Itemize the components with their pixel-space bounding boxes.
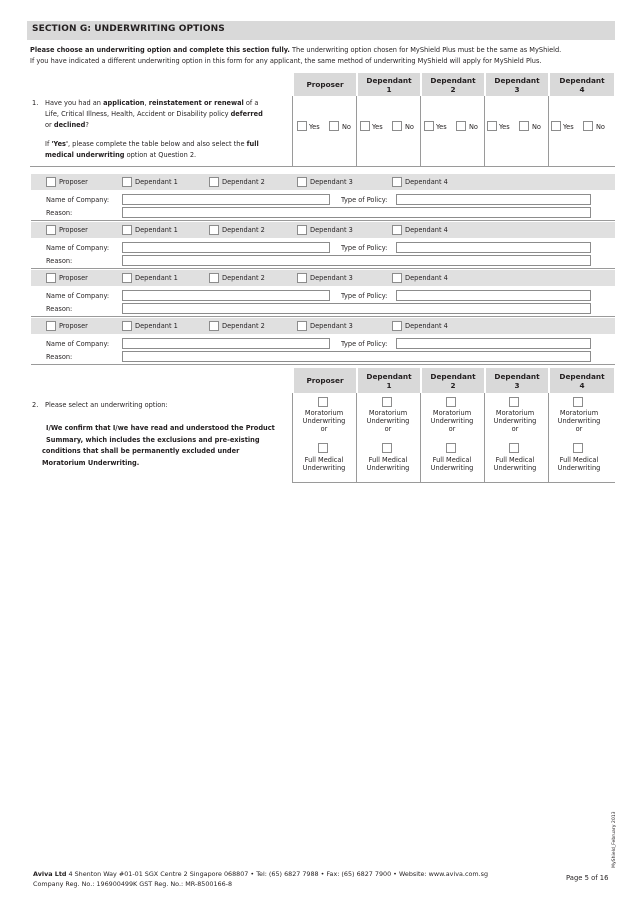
- detail-4-dependant4-label: Dependant 4: [405, 322, 448, 330]
- detail-3-dependant1-checkbox[interactable]: [122, 273, 132, 283]
- q2-proposer-moratorium-checkbox[interactable]: [318, 397, 328, 407]
- detail-4-reason-input[interactable]: [122, 351, 591, 362]
- q1-number: 1.: [32, 99, 39, 107]
- detail-3-dependant1-label: Dependant 1: [135, 274, 178, 282]
- q1-dependant4-yes-checkbox[interactable]: [551, 121, 561, 131]
- col-header-dependant-3: Dependant 3: [486, 73, 548, 96]
- q1-proposer-yes-checkbox[interactable]: [297, 121, 307, 131]
- q2-confirmation: I/We confirm that I/we have read and understood the Product Summary, which includes the exclusions and pre-existing conditions that shall be permanently excluded under Moratorium Underwriting.: [42, 424, 275, 467]
- detail-1-dependant3-label: Dependant 3: [310, 178, 353, 186]
- detail-3-dependant2-label: Dependant 2: [222, 274, 265, 282]
- q2-dependant4-full-label: Full Medical Underwriting: [557, 456, 601, 472]
- detail-2-dependant4-checkbox[interactable]: [392, 225, 402, 235]
- detail-3-dependant2-checkbox[interactable]: [209, 273, 219, 283]
- section-header: [27, 21, 615, 40]
- detail-3-dependant3-checkbox[interactable]: [297, 273, 307, 283]
- detail-3-dependant3-label: Dependant 3: [310, 274, 353, 282]
- q2-dependant3-moratorium-checkbox[interactable]: [509, 397, 519, 407]
- detail-4-dependant2-label: Dependant 2: [222, 322, 265, 330]
- intro-text: [30, 45, 615, 66]
- q2-dependant1-moratorium-checkbox[interactable]: [382, 397, 392, 407]
- col-header-dependant-2: Dependant 2: [422, 73, 484, 96]
- intro-bold: Please choose an underwriting option and complete this section fully.: [30, 46, 290, 54]
- q2-dependant4-moratorium-checkbox[interactable]: [573, 397, 583, 407]
- q1-dependant1-no-checkbox[interactable]: [392, 121, 402, 131]
- detail-4-dependant3-label: Dependant 3: [310, 322, 353, 330]
- q2-proposer-full-label: Full Medical Underwriting: [302, 456, 346, 472]
- col2-header-dependant-4: Dependant 4: [550, 368, 614, 393]
- detail-2-dependant4-label: Dependant 4: [405, 226, 448, 234]
- q2-dependant1-moratorium-label: Moratorium Underwriting or: [366, 409, 410, 433]
- q1-note: If 'Yes', please complete the table below and also select the full medical underwriting option at Question 2.: [45, 140, 259, 159]
- footer-reg: Company Reg. No.: 196900499K GST Reg. No.: MR-8500166-8: [33, 880, 233, 888]
- q1-dependant3-yes-label: Yes: [499, 123, 510, 131]
- detail-4-dependant1-checkbox[interactable]: [122, 321, 132, 331]
- col2-header-dependant-3: Dependant 3: [486, 368, 548, 393]
- q1-proposer-yes-label: Yes: [309, 123, 320, 131]
- detail-2-dependant2-checkbox[interactable]: [209, 225, 219, 235]
- detail-4-dependant4-checkbox[interactable]: [392, 321, 402, 331]
- q1-dependant4-no-label: No: [596, 123, 605, 131]
- q2-dependant2-full-label: Full Medical Underwriting: [430, 456, 474, 472]
- detail-2-dependant3-checkbox[interactable]: [297, 225, 307, 235]
- detail-1-dependant2-checkbox[interactable]: [209, 177, 219, 187]
- detail-3-dependant4-label: Dependant 4: [405, 274, 448, 282]
- q1-dependant1-yes-checkbox[interactable]: [360, 121, 370, 131]
- detail-2-company-label: Name of Company:: [46, 244, 110, 252]
- detail-4-proposer-label: Proposer: [59, 322, 88, 330]
- detail-1-dependant4-checkbox[interactable]: [392, 177, 402, 187]
- q1-dependant4-yes-label: Yes: [563, 123, 574, 131]
- detail-4-dependant3-checkbox[interactable]: [297, 321, 307, 331]
- detail-2-proposer-label: Proposer: [59, 226, 88, 234]
- col-header-dependant-4: Dependant 4: [550, 73, 614, 96]
- detail-3-company-label: Name of Company:: [46, 292, 110, 300]
- detail-2-proposer-checkbox[interactable]: [46, 225, 56, 235]
- detail-1-company-input[interactable]: [122, 194, 330, 205]
- page-number: Page 5 of 16: [566, 874, 609, 882]
- detail-4-dependant2-checkbox[interactable]: [209, 321, 219, 331]
- q1-dependant4-no-checkbox[interactable]: [583, 121, 593, 131]
- q2-dependant2-moratorium-checkbox[interactable]: [446, 397, 456, 407]
- detail-2-dependant2-label: Dependant 2: [222, 226, 265, 234]
- q2-dependant4-moratorium-label: Moratorium Underwriting or: [557, 409, 601, 433]
- q1-dependant3-no-label: No: [532, 123, 541, 131]
- section-title: SECTION G: UNDERWRITING OPTIONS: [32, 24, 225, 34]
- detail-1-proposer-label: Proposer: [59, 178, 88, 186]
- q1-dependant2-yes-checkbox[interactable]: [424, 121, 434, 131]
- detail-4-policy-label: Type of Policy:: [341, 340, 388, 348]
- q2-number: 2.: [32, 401, 39, 409]
- form-code: MyShield_February 2013: [612, 811, 617, 868]
- q1-dependant1-yes-label: Yes: [372, 123, 383, 131]
- detail-1-dependant2-label: Dependant 2: [222, 178, 265, 186]
- q2-dependant2-moratorium-label: Moratorium Underwriting or: [430, 409, 474, 433]
- detail-1-dependant1-checkbox[interactable]: [122, 177, 132, 187]
- col-header-proposer: Proposer: [294, 73, 356, 96]
- footer: [33, 869, 488, 889]
- detail-2-reason-label: Reason:: [46, 257, 73, 265]
- detail-3-reason-label: Reason:: [46, 305, 73, 313]
- q2-dependant3-full-label: Full Medical Underwriting: [493, 456, 537, 472]
- detail-4-dependant1-label: Dependant 1: [135, 322, 178, 330]
- q2-dependant4-full-checkbox[interactable]: [573, 443, 583, 453]
- detail-1-dependant4-label: Dependant 4: [405, 178, 448, 186]
- q2-dependant1-full-label: Full Medical Underwriting: [366, 456, 410, 472]
- detail-3-company-input[interactable]: [122, 290, 330, 301]
- detail-3-dependant4-checkbox[interactable]: [392, 273, 402, 283]
- detail-1-proposer-checkbox[interactable]: [46, 177, 56, 187]
- col2-header-dependant-2: Dependant 2: [422, 368, 484, 393]
- detail-3-policy-input[interactable]: [396, 290, 591, 301]
- q2-proposer-full-checkbox[interactable]: [318, 443, 328, 453]
- detail-3-proposer-label: Proposer: [59, 274, 88, 282]
- col2-header-dependant-1: Dependant 1: [358, 368, 420, 393]
- q2-dependant3-full-checkbox[interactable]: [509, 443, 519, 453]
- q2-dependant2-full-checkbox[interactable]: [446, 443, 456, 453]
- detail-1-policy-label: Type of Policy:: [341, 196, 388, 204]
- detail-1-dependant3-checkbox[interactable]: [297, 177, 307, 187]
- detail-2-dependant1-checkbox[interactable]: [122, 225, 132, 235]
- q1-dependant2-yes-label: Yes: [436, 123, 447, 131]
- detail-4-company-input[interactable]: [122, 338, 330, 349]
- q2-dependant3-moratorium-label: Moratorium Underwriting or: [493, 409, 537, 433]
- detail-1-reason-input[interactable]: [122, 207, 591, 218]
- col2-header-proposer: Proposer: [294, 368, 356, 393]
- detail-2-company-input[interactable]: [122, 242, 330, 253]
- detail-1-policy-input[interactable]: [396, 194, 591, 205]
- q1-question: Have you had an application, reinstatement or renewal of a Life, Critical Illness, Health, Accident or Disability policy deferred or declined?: [45, 99, 263, 129]
- detail-2-reason-input[interactable]: [122, 255, 591, 266]
- intro-line2: If you have indicated a different underwriting option in this form for any applicant, the same method of underwriting MyShield will apply for MyShield Plus.: [30, 56, 542, 65]
- q1-dependant1-no-label: No: [405, 123, 414, 131]
- footer-address: 4 Shenton Way #01-01 SGX Centre 2 Singapore 068807 • Tel: (65) 6827 7988 • Fax: (65) 6827 7900 • Website: www.aviva.com.sg: [66, 870, 489, 878]
- footer-company: Aviva Ltd: [33, 870, 67, 878]
- q1-dependant2-no-label: No: [469, 123, 478, 131]
- intro-line1: The underwriting option chosen for MyShield Plus must be the same as MyShield.: [289, 46, 562, 54]
- detail-3-proposer-checkbox[interactable]: [46, 273, 56, 283]
- q1-dependant3-no-checkbox[interactable]: [519, 121, 529, 131]
- q1-proposer-no-checkbox[interactable]: [329, 121, 339, 131]
- detail-3-reason-input[interactable]: [122, 303, 591, 314]
- q2-question: Please select an underwriting option:: [45, 401, 168, 409]
- detail-3-policy-label: Type of Policy:: [341, 292, 388, 300]
- detail-2-policy-input[interactable]: [396, 242, 591, 253]
- q1-dependant2-no-checkbox[interactable]: [456, 121, 466, 131]
- detail-2-dependant1-label: Dependant 1: [135, 226, 178, 234]
- q1-proposer-no-label: No: [342, 123, 351, 131]
- q2-proposer-moratorium-label: Moratorium Underwriting or: [302, 409, 346, 433]
- detail-2-dependant3-label: Dependant 3: [310, 226, 353, 234]
- col-header-dependant-1: Dependant 1: [358, 73, 420, 96]
- detail-1-reason-label: Reason:: [46, 209, 73, 217]
- detail-1-company-label: Name of Company:: [46, 196, 110, 204]
- detail-4-policy-input[interactable]: [396, 338, 591, 349]
- q1-dependant3-yes-checkbox[interactable]: [487, 121, 497, 131]
- detail-1-dependant1-label: Dependant 1: [135, 178, 178, 186]
- detail-4-proposer-checkbox[interactable]: [46, 321, 56, 331]
- q2-dependant1-full-checkbox[interactable]: [382, 443, 392, 453]
- detail-2-policy-label: Type of Policy:: [341, 244, 388, 252]
- detail-4-company-label: Name of Company:: [46, 340, 110, 348]
- detail-4-reason-label: Reason:: [46, 353, 73, 361]
